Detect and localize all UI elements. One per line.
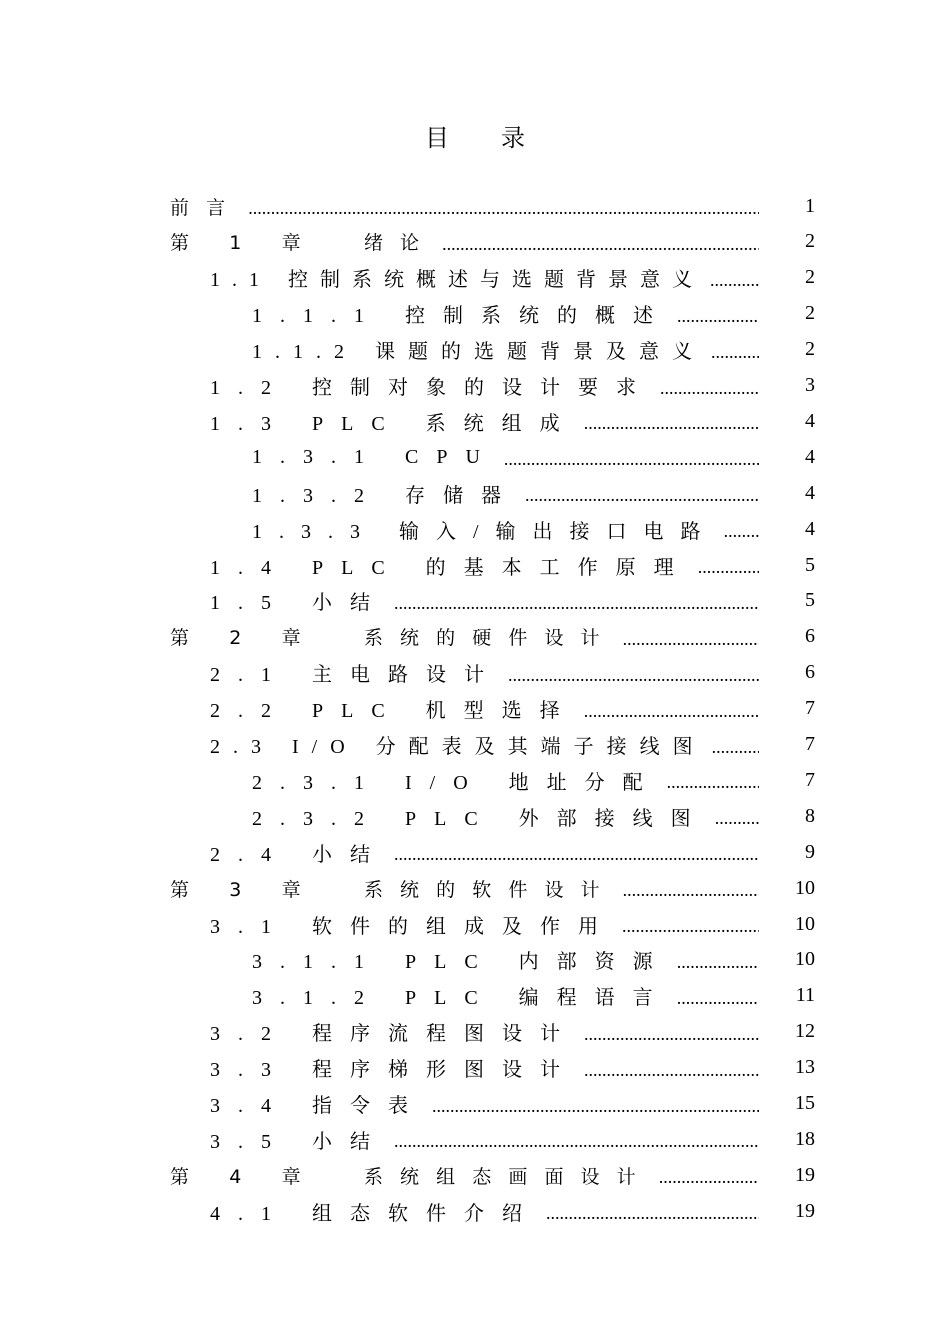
toc-entry-label: 3.5 小结 [210,1130,388,1153]
toc-dot-leader [623,630,759,648]
toc-dot-leader [677,989,759,1007]
toc-entry-label: 3.4 指令表 [210,1095,426,1117]
toc-page-number: 5 [805,553,815,576]
toc-dot-leader [584,1061,759,1079]
toc-entry[interactable] [210,1050,815,1086]
toc-dot-leader [698,558,759,576]
toc-page-number: 2 [805,266,815,289]
toc-entry-label: 1.3.1 CPU [252,445,498,468]
toc-entry[interactable] [170,870,815,906]
toc-dot-leader [724,522,759,540]
toc-dot-leader [508,666,759,684]
toc-page-number: 9 [805,840,815,863]
toc-entry-label: 3.1.1 PLC 内部资源 [252,951,671,974]
toc-entry-label: 3.3 程序梯形图设计 [210,1059,578,1082]
toc-entry-label: 1.5 小结 [210,592,388,615]
toc-page-number: 5 [805,589,815,612]
toc-entry-label: 前言 [170,196,243,219]
toc-entry-label: 2.3.1 I/O 地址分配 [252,771,661,794]
toc-entry-label: 2.1 主电路设计 [210,664,502,687]
toc-entry[interactable] [252,942,815,978]
toc-page-number: 8 [805,804,815,827]
toc-entry-label: 1.3.3 输入/输出接口电路 [252,520,718,543]
toc-entry-label: 1.1.2 课题的选题背景及意义 [252,341,705,364]
toc-entry[interactable] [170,619,815,655]
toc-page-number: 10 [795,912,815,935]
toc-page-number: 18 [795,1127,815,1150]
toc-dot-leader [394,1132,759,1150]
toc-page-number: 2 [805,230,815,253]
toc-dot-leader [525,486,759,504]
toc-dot-leader [584,702,759,720]
toc-page-number: 15 [795,1092,815,1114]
toc-entry[interactable] [252,978,815,1014]
toc-dot-leader [660,379,759,397]
toc-page-number: 7 [805,697,815,720]
toc-entry[interactable] [210,1121,815,1157]
toc-entry-label: 2.4 小结 [210,843,388,866]
toc-page-number: 4 [805,409,815,432]
toc-entry[interactable] [210,1086,815,1122]
toc-entry-label: 第 2 章 系统的硬件设计 [170,627,617,650]
toc-entry[interactable] [210,403,815,439]
toc-entry[interactable] [252,296,815,332]
toc-entry-label: 第 3 章 系统的软件设计 [170,878,617,901]
toc-entry-label: 1.1 控制系统概述与选题背景意义 [210,269,704,292]
toc-dot-leader [584,414,759,432]
toc-page-number: 2 [805,338,815,361]
title-char-2: 录 [501,124,525,152]
toc-entry-label: 3.1 软件的组成及作用 [210,915,616,938]
toc-entry[interactable] [210,583,815,619]
toc-page-number: 19 [795,1163,815,1186]
toc-page-number: 7 [805,768,815,791]
toc-entry[interactable] [210,260,815,296]
toc-page-number: 4 [805,517,815,540]
toc-entry-label: 1.4 PLC 的基本工作原理 [210,556,692,579]
toc-entry-label: 3.1.2 PLC 编程语言 [252,987,671,1010]
toc-entry-label: 1.1.1 控制系统的概述 [252,305,671,328]
toc-entry[interactable] [252,762,815,798]
toc-entry[interactable] [210,906,815,942]
toc-entry-label: 4.1 组态软件介绍 [210,1202,540,1225]
toc-dot-leader [623,881,759,899]
toc-page-number: 10 [795,876,815,899]
toc-entry[interactable] [210,368,815,404]
toc-page-number: 19 [795,1199,815,1222]
toc-entry-label: 第 4 章 系统组态画面设计 [170,1165,653,1188]
toc-entry[interactable] [210,547,815,583]
toc-entry[interactable] [170,1157,815,1193]
toc-dot-leader [712,738,759,756]
toc-entry[interactable] [210,1193,815,1229]
toc-entry[interactable] [170,188,815,224]
toc-dot-leader [442,235,759,253]
toc-page-number: 6 [805,661,815,684]
toc-dot-leader [394,594,759,612]
toc-entry-label: 1.2 控制对象的设计要求 [210,377,654,399]
toc-dot-leader [432,1097,759,1115]
toc-page-number: 7 [805,733,815,755]
toc-dot-leader [394,845,759,863]
toc-page-number: 4 [805,445,815,468]
toc-dot-leader [715,809,759,827]
toc-dot-leader [504,450,759,468]
toc-entry[interactable] [252,511,815,547]
toc-entry-label: 1.3.2 存储器 [252,484,519,507]
toc-entry-label: 2.2 PLC 机型选择 [210,700,578,723]
toc-entry[interactable] [252,439,815,475]
toc-dot-leader [677,307,759,325]
toc-entry[interactable] [210,727,815,763]
toc-dot-leader [659,1168,759,1186]
toc-entry[interactable] [252,332,815,368]
page-title [0,118,950,153]
toc-entry[interactable] [210,655,815,691]
title-char-1: 目 [425,124,449,152]
toc-dot-leader [248,199,759,217]
toc-page-number: 4 [805,481,815,504]
toc-entry-label: 2.3.2 PLC 外部接线图 [252,807,709,830]
toc-page-number: 3 [805,374,815,396]
toc-dot-leader [622,917,759,935]
toc-page-number: 13 [795,1056,815,1079]
toc-dot-leader [546,1204,759,1222]
toc-entry-label: 1.3 PLC 系统组成 [210,412,578,435]
toc-dot-leader [677,953,759,971]
toc-page-number: 12 [795,1020,815,1043]
toc-entry[interactable] [252,475,815,511]
toc-page-number: 2 [805,302,815,325]
toc-dot-leader [710,271,759,289]
toc-entry[interactable] [252,798,815,834]
toc-entry[interactable] [210,834,815,870]
toc-dot-leader [667,773,759,791]
toc-entry-label: 第 1 章 绪论 [170,232,437,255]
toc-dot-leader [584,1025,759,1043]
toc-page-number: 11 [795,984,815,1007]
toc-page-number: 6 [805,625,815,648]
toc-entry-label: 2.3 I/O 分配表及其端子接线图 [210,736,706,758]
toc-entry[interactable] [210,1014,815,1050]
toc-page-number: 10 [795,948,815,971]
toc-page-number: 1 [805,194,815,217]
toc-entry-label: 3.2 程序流程图设计 [210,1023,578,1046]
toc-entry[interactable] [210,691,815,727]
toc-entry[interactable] [170,224,815,260]
toc-dot-leader [711,343,759,361]
